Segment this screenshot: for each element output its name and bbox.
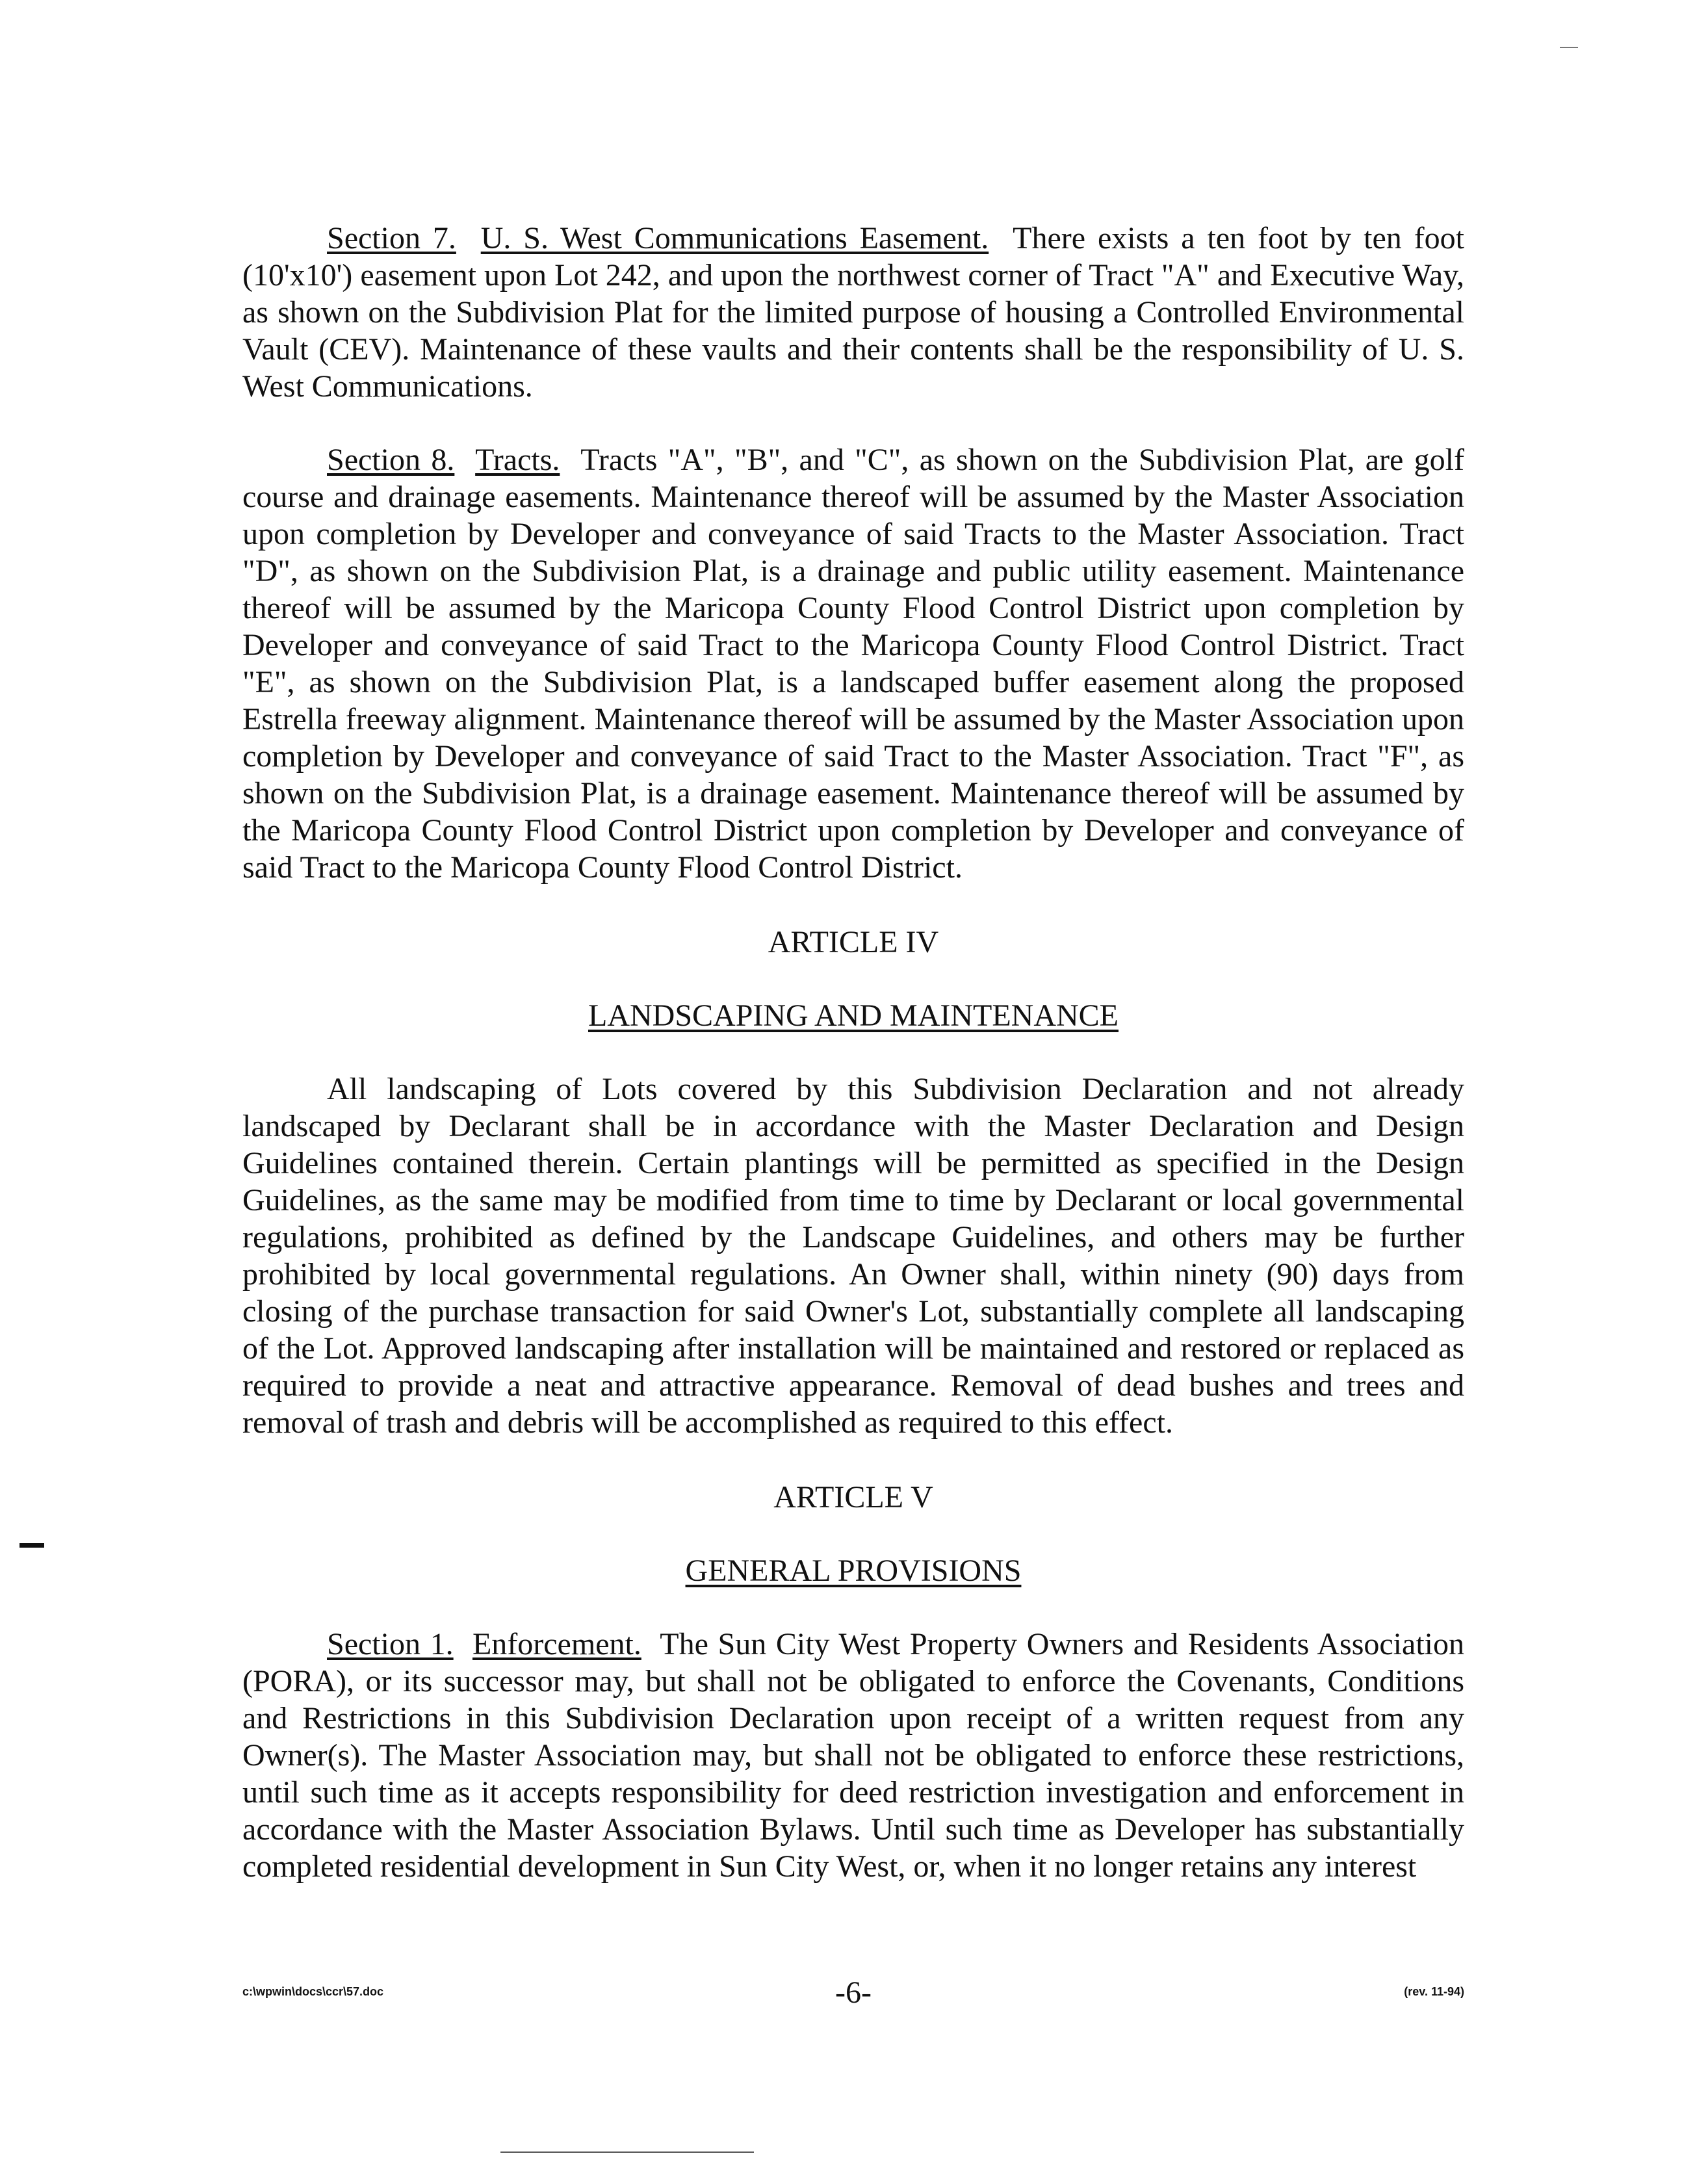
article-4-heading: ARTICLE IV (768, 925, 939, 959)
section-8-label: Section 8. (327, 443, 455, 477)
section-8-paragraph (242, 441, 1464, 886)
article-5-section-1-label: Section 1. (327, 1627, 454, 1661)
article-5-section-1-paragraph (242, 1626, 1464, 1885)
document-body (242, 220, 1464, 1885)
article-5-section-1-text: The Sun City West Property Owners and Residents Association (PORA), or its successor may, but shall not be obligated to enforce the Covenants, Conditions and Restrictions in this Subdivision Declaration upon receipt of a written request from any Owner(s). The Master Association may, but shall not be obligated to enforce these restrictions, until such time as it accepts responsibility for deed restriction investigation and enforcement in accordance with the Master Association Bylaws. Until such time as Developer has substantially completed residential development in Sun City West, or, when it no longer retains any interest (242, 1627, 1464, 1884)
page-footer (242, 1975, 1464, 2014)
article-5-title: GENERAL PROVISIONS (685, 1554, 1022, 1588)
footer-file-path: c:\wpwin\docs\ccr\57.doc (242, 1985, 384, 1998)
page-number: -6- (835, 1975, 872, 2010)
bottom-rule (500, 2152, 754, 2153)
article-5-heading: ARTICLE V (773, 1480, 933, 1514)
section-8-text: Tracts "A", "B", and "C", as shown on the Subdivision Plat, are golf course and drainage easements. Maintenance thereof will be assumed by the Master Association upon completion by Developer and conveyance of said Tracts to the Master Association. Tract "D", as shown on the Subdivision Plat, is a drainage and public utility easement. Maintenance thereof will be assumed by the Maricopa County Flood Control District upon completion by Developer and conveyance of said Tract to the Maricopa County Flood Control District. Tract "E", as shown on the Subdivision Plat, is a landscaped buffer easement along the proposed Estrella freeway alignment. Maintenance thereof will be assumed by the Master Association upon completion by Developer and conveyance of said Tract to the Master Association. Tract "F", as shown on the Subdivision Plat, is a drainage easement. Maintenance thereof will be assumed by the Maricopa County Flood Control District upon completion by Developer and conveyance of said Tract to the Maricopa County Flood Control District. (242, 443, 1464, 885)
section-7-paragraph (242, 220, 1464, 405)
article-4-paragraph: All landscaping of Lots covered by this Subdivision Declaration and not already landscaped by Declarant shall be in accordance with the Master Declaration and Design Guidelines contained therein. Certain plantings will be permitted as specified in the Design Guidelines, as the same may be modified from time to time by Declarant or local governmental regulations, prohibited as defined by the Landscape Guidelines, and others may be further prohibited by local governmental regulations. An Owner shall, within ninety (90) days from closing of the purchase transaction for said Owner's Lot, substantially complete all landscaping of the Lot. Approved landscaping after installation will be maintained and restored or replaced as required to provide a neat and attractive appearance. Removal of dead bushes and trees and removal of trash and debris will be accomplished as required to this effect. (242, 1072, 1464, 1440)
margin-mark (19, 1543, 44, 1548)
section-8-title: Tracts. (475, 443, 560, 477)
section-7-label: Section 7. (327, 221, 456, 255)
article-5-section-1-title: Enforcement. (472, 1627, 641, 1661)
revision-date: (rev. 11-94) (1404, 1985, 1464, 1998)
section-7-text: There exists a ten foot by ten foot (10'x10') easement upon Lot 242, and upon the northwest corner of Tract "A" and Executive Way, as shown on the Subdivision Plat for the limited purpose of housing a Controlled Environmental Vault (CEV). Maintenance of these vaults and their contents shall be the responsibility of U. S. West Communications. (242, 221, 1464, 404)
article-4-title: LANDSCAPING AND MAINTENANCE (588, 998, 1119, 1033)
scan-artifact (1560, 47, 1578, 48)
section-7-title: U. S. West Communications Easement. (480, 221, 989, 255)
